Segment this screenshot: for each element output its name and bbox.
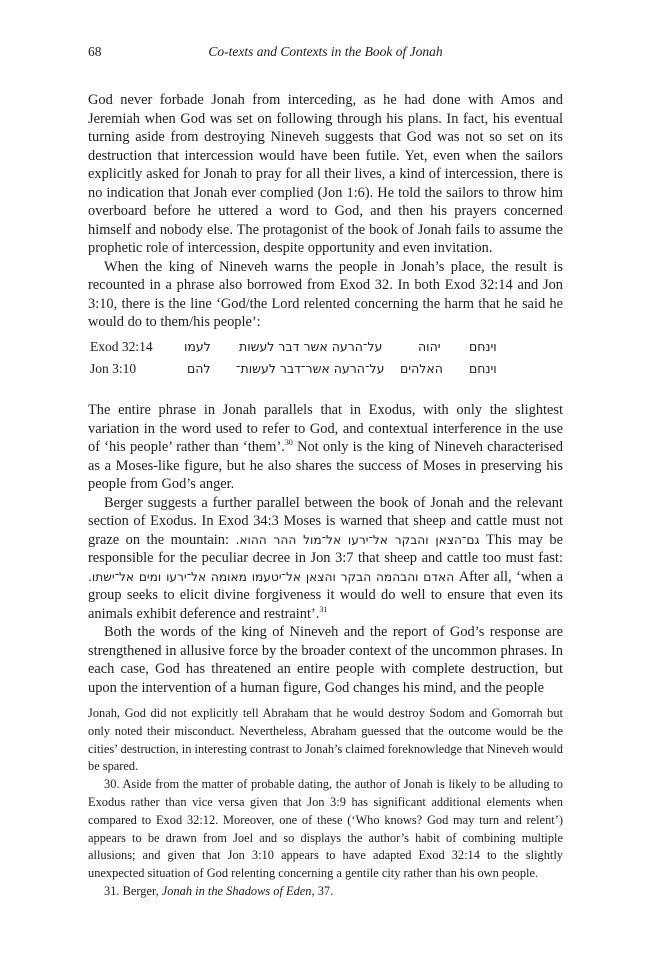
paragraph-parallel-phrase: The entire phrase in Jonah parallels that in Exodus, with only the slightest variation in the word used to refer to God, and contextual interference in the use of ‘his people’ rather than ‘them’.$^{30}$ Not only is the king of Nineveh characterised as a Moses-like figure, but he also shares the success of Moses in preserving his people from God’s anger. xyxy=(88,402,563,492)
hebrew-word: האלהים xyxy=(400,361,443,376)
footnote-ref: 30 xyxy=(284,438,293,448)
hebrew-quote: גם־הצאן והבקר אל־ירעו אל־מול ההר ההוא. xyxy=(235,532,480,547)
cited-title: Jonah in the Shadows of Eden xyxy=(161,883,312,898)
parallel-reference: Exod 32:14 xyxy=(90,339,153,354)
hebrew-phrase: על־הרעה אשר־דבר לעשות־ xyxy=(236,361,385,376)
paragraph-berger: Berger suggests a further parallel between the book of Jonah and the relevant section of Exodus. In Exod 34:3 Moses is warned that sheep and cattle must not graze on the mountain: גם־הצאן והבקר אל־ירעו אל־מול ההר ההוא. This may be responsible for the peculiar decree in Jon 3:7 that sheep and cattle too must fast: האדם והבהמה הבקר והצאן אל־יטעמו מאומה אל־ירעו ומים אל־ישתו. After all, ‘when a group seeks to elicit divine forgiveness it would do well to ensure that even its animals exhibit deference and restraint’.$^{31}$ xyxy=(88,494,563,622)
footnote-ref: 31 xyxy=(319,604,328,614)
paragraph-intercession: God never forbade Jonah from interceding, as he had done with Amos and Jeremiah when God was set on following through his plans. In fact, his eventual turning aside from destroying Nineveh suggests that God was not so set on its destruction that intercession would have been futile. Yet, even when the sailors explicitly asked for Jonah to pray for all their lives, a kind of intercession, there is no indication that Jonah ever complied (Jon 1:6). He told the sailors to throw him overboard before he uttered a word to God, and then his prayers concerned himself and nobody else. The protagonist of the book of Jonah fails to assume the prophetic role of intercession, despite opportunity and even invitation. xyxy=(88,92,563,256)
paragraph-allusive-force: Both the words of the king of Nineveh and the report of God’s response are strengthened in allusive force by the broader context of the uncommon phrases. In each case, God has threatened an entire people with complete destruction, but upon the intervention of a human figure, God changes his mind, and the people xyxy=(88,624,563,696)
main-text-bottom xyxy=(88,401,563,697)
parallel-row-exodus xyxy=(88,339,563,361)
main-text-top xyxy=(88,91,563,332)
footnotes xyxy=(88,705,563,901)
footnote-31: 31. Berger, Jonah in the Shadows of Eden, 37. xyxy=(104,883,334,898)
hebrew-word: לעמו xyxy=(184,339,211,354)
footnote-continuation: Jonah, God did not explicitly tell Abraham that he would destroy Sodom and Gomorrah but only noted their misconduct. Nevertheless, Abraham guessed that the outcome would be the cities’ destruction, in interesting contrast to Jonah’s claimed foreknowledge that Nineveh would be spared. xyxy=(88,706,563,774)
footnote-30: 30. Aside from the matter of probable dating, the author of Jonah is likely to be alluding to Exodus rather than vice versa given that Jon 3:9 has significant additional elements when compared to Exod 32:12. Moreover, one of these (‘Who knows? God may turn and relent’) appears to be drawn from Joel and so displays the author’s habit of combining multiple allusions; and given that Jon 3:10 appears to have adapted Exod 32:14 to the slightly unexpected situation of God relenting concerning a gentile city rather than his own people. xyxy=(88,777,563,881)
paragraph-king-of-nineveh: When the king of Nineveh warns the people in Jonah’s place, the result is recounted in a phrase also borrowed from Exod 32. In both Exod 32:14 and Jon 3:10, there is the line ‘God/the Lord relented concerning the harm that he said he would do to them/his people’: xyxy=(88,258,563,330)
hebrew-word: להם xyxy=(187,361,211,376)
parallel-reference: Jon 3:10 xyxy=(90,361,137,376)
running-header xyxy=(88,44,563,64)
page-number: 68 xyxy=(88,44,102,59)
hebrew-parallel-table xyxy=(88,339,563,383)
hebrew-quote: האדם והבהמה הבקר והצאן אל־יטעמו מאומה אל־ירעו ומים אל־ישתו. xyxy=(88,569,455,584)
running-title: Co-texts and Contexts in the Book of Jonah xyxy=(208,44,443,59)
hebrew-word: וינחם xyxy=(469,339,497,354)
hebrew-word: וינחם xyxy=(469,361,497,376)
hebrew-phrase: על־הרעה אשר דבר לעשות xyxy=(239,339,383,354)
parallel-row-jonah xyxy=(88,361,563,383)
hebrew-word: יהוה xyxy=(418,339,441,354)
